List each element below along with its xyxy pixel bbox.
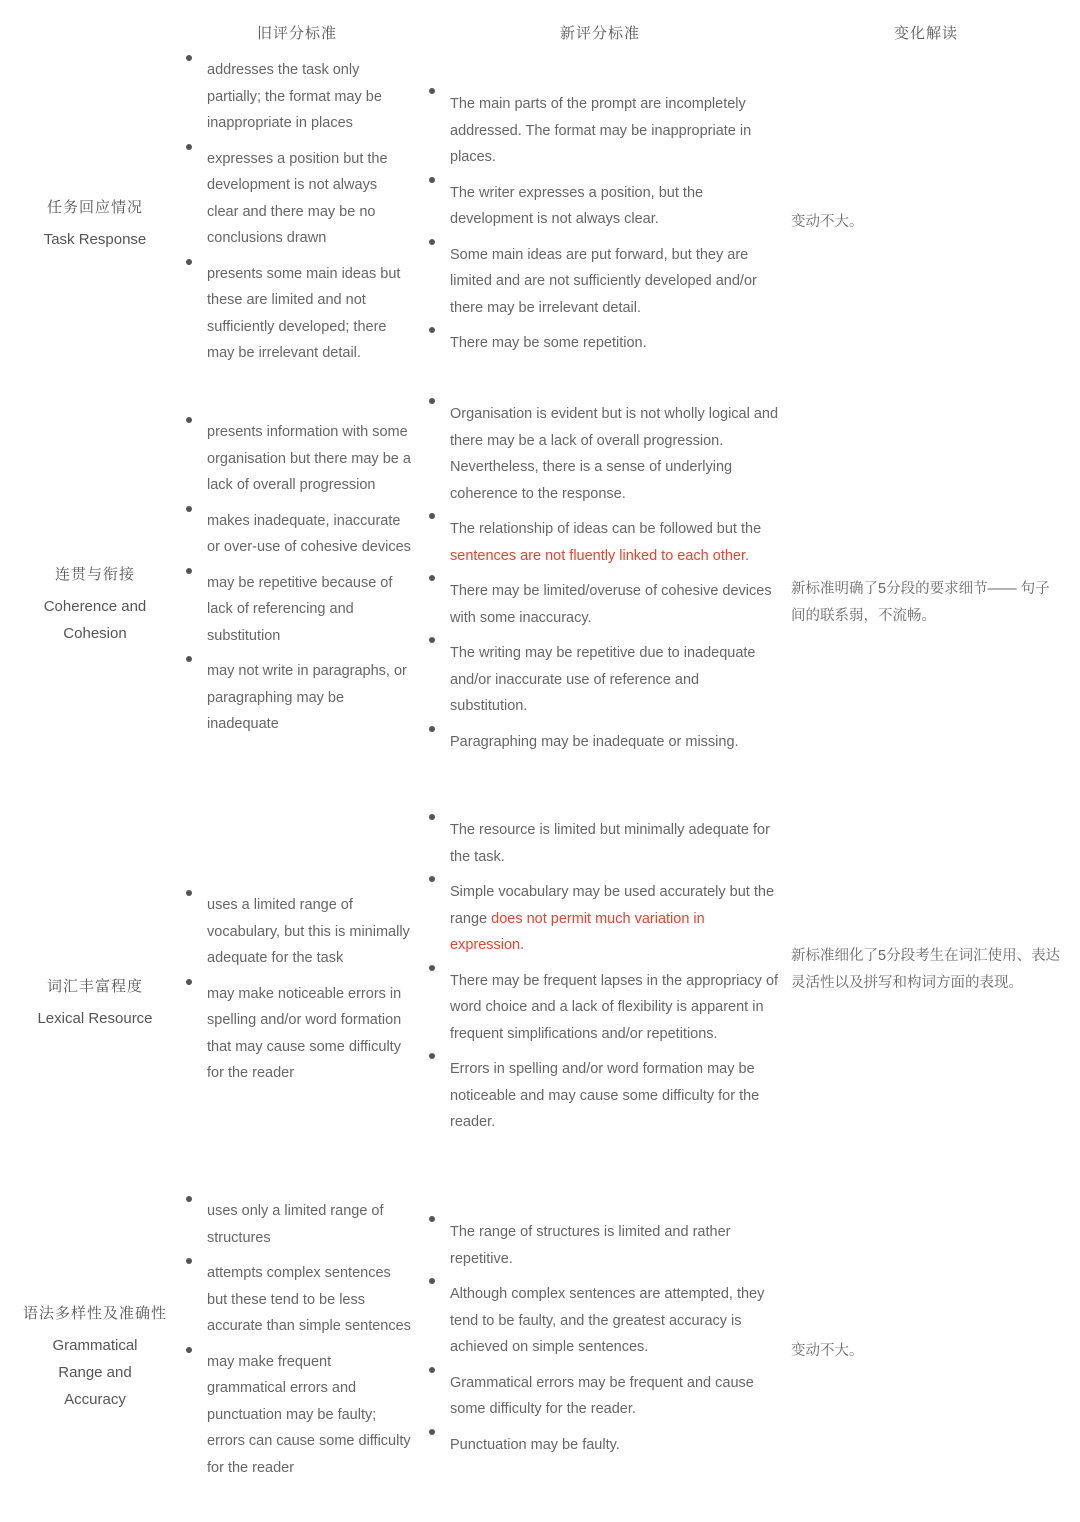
list-item: presents some main ideas but these are limited and not sufficiently developed; there may be irrelevant detail.	[207, 261, 412, 367]
list-item: The range of structures is limited and rather repetitive.	[450, 1219, 780, 1272]
highlighted-text: sentences are not fluently linked to each other.	[450, 547, 750, 564]
old-criteria-list-coherence	[207, 419, 412, 747]
list-item: may make noticeable errors in spelling and/or word formation that may cause some difficulty for the reader	[207, 981, 412, 1087]
list-item: presents information with some organisation but there may be a lack of overall progression	[207, 419, 412, 499]
list-item: There may be frequent lapses in the appropriacy of word choice and a lack of flexibility is apparent in frequent simplifications and/or repetitions.	[450, 968, 780, 1048]
category-zh: 任务回应情况	[46, 199, 143, 216]
list-item: The writing may be repetitive due to inadequate and/or inaccurate use of reference and substitution.	[450, 640, 780, 720]
change-note-coherence: 新标准明确了5分段的要求细节—— 句子间的联系弱，不流畅。	[791, 581, 1050, 624]
old-criteria-list-grammar	[207, 1198, 412, 1490]
category-grammatical-range	[15, 1302, 175, 1413]
header-new-criteria: 新评分标准	[560, 25, 641, 42]
list-item: may make frequent grammatical errors and punctuation may be faulty; errors can cause some difficulty for the reader	[207, 1349, 412, 1482]
category-zh: 语法多样性及准确性	[22, 1305, 167, 1322]
new-criteria-list-task-response	[450, 91, 780, 366]
category-en: Coherence and Cohesion	[43, 598, 147, 642]
list-item: addresses the task only partially; the format may be inappropriate in places	[207, 57, 412, 137]
change-note-task-response: 变动不大。	[791, 214, 864, 230]
list-item: Errors in spelling and/or word formation may be noticeable and may cause some difficulty for the reader.	[450, 1056, 780, 1136]
new-criteria-list-grammar	[450, 1219, 780, 1467]
list-item	[450, 516, 780, 569]
list-item: Although complex sentences are attempted, they tend to be faulty, and the greatest accuracy is achieved on simple sentences.	[450, 1281, 780, 1361]
list-item: attempts complex sentences but these tend to be less accurate than simple sentences	[207, 1260, 412, 1340]
new-criteria-list-lexical	[450, 817, 780, 1145]
list-item: makes inadequate, inaccurate or over-use of cohesive devices	[207, 508, 412, 561]
list-item: uses only a limited range of structures	[207, 1198, 412, 1251]
list-item: The resource is limited but minimally adequate for the task.	[450, 817, 780, 870]
category-en: Grammatical Range and Accuracy	[52, 1337, 138, 1408]
list-item: There may be limited/overuse of cohesive devices with some inaccuracy.	[450, 578, 780, 631]
text-segment: The relationship of ideas can be followed but the	[450, 521, 762, 537]
header-old-criteria: 旧评分标准	[257, 25, 338, 42]
change-note-grammar: 变动不大。	[791, 1343, 864, 1359]
category-lexical-resource	[15, 975, 175, 1032]
list-item: The writer expresses a position, but the development is not always clear.	[450, 180, 780, 233]
category-task-response	[15, 196, 175, 253]
list-item: expresses a position but the development is not always clear and there may be no conclusions drawn	[207, 146, 412, 252]
list-item: Paragraphing may be inadequate or missing.	[450, 729, 780, 756]
old-criteria-list-lexical	[207, 892, 412, 1096]
list-item: may be repetitive because of lack of referencing and substitution	[207, 570, 412, 650]
list-item: Grammatical errors may be frequent and cause some difficulty for the reader.	[450, 1370, 780, 1423]
category-zh: 连贯与衔接	[54, 566, 135, 583]
change-note-lexical: 新标准细化了5分段考生在词汇使用、表达灵活性以及拼写和构词方面的表现。	[791, 948, 1061, 991]
list-item: Punctuation may be faulty.	[450, 1432, 780, 1459]
list-item: The main parts of the prompt are incompletely addressed. The format may be inappropriate in places.	[450, 91, 780, 171]
list-item: may not write in paragraphs, or paragraphing may be inadequate	[207, 658, 412, 738]
category-en: Lexical Resource	[37, 1010, 153, 1027]
text-segment: Simple vocabulary may be used accurately but the range	[450, 884, 775, 927]
list-item: There may be some repetition.	[450, 330, 780, 357]
list-item: uses a limited range of vocabulary, but this is minimally adequate for the task	[207, 892, 412, 972]
header-change-interpretation: 变化解读	[894, 25, 959, 42]
list-item: Some main ideas are put forward, but they are limited and are not sufficiently developed and/or there may be irrelevant detail.	[450, 242, 780, 322]
category-en: Task Response	[43, 231, 147, 248]
new-criteria-list-coherence	[450, 401, 780, 764]
old-criteria-list-task-response	[207, 57, 412, 376]
category-coherence-cohesion	[15, 563, 175, 647]
list-item	[450, 879, 780, 959]
category-zh: 词汇丰富程度	[46, 978, 143, 995]
highlighted-text: does not permit much variation in expression.	[450, 910, 705, 953]
list-item: Organisation is evident but is not wholly logical and there may be a lack of overall progression. Nevertheless, there is a sense of underlying coherence to the response.	[450, 401, 780, 507]
